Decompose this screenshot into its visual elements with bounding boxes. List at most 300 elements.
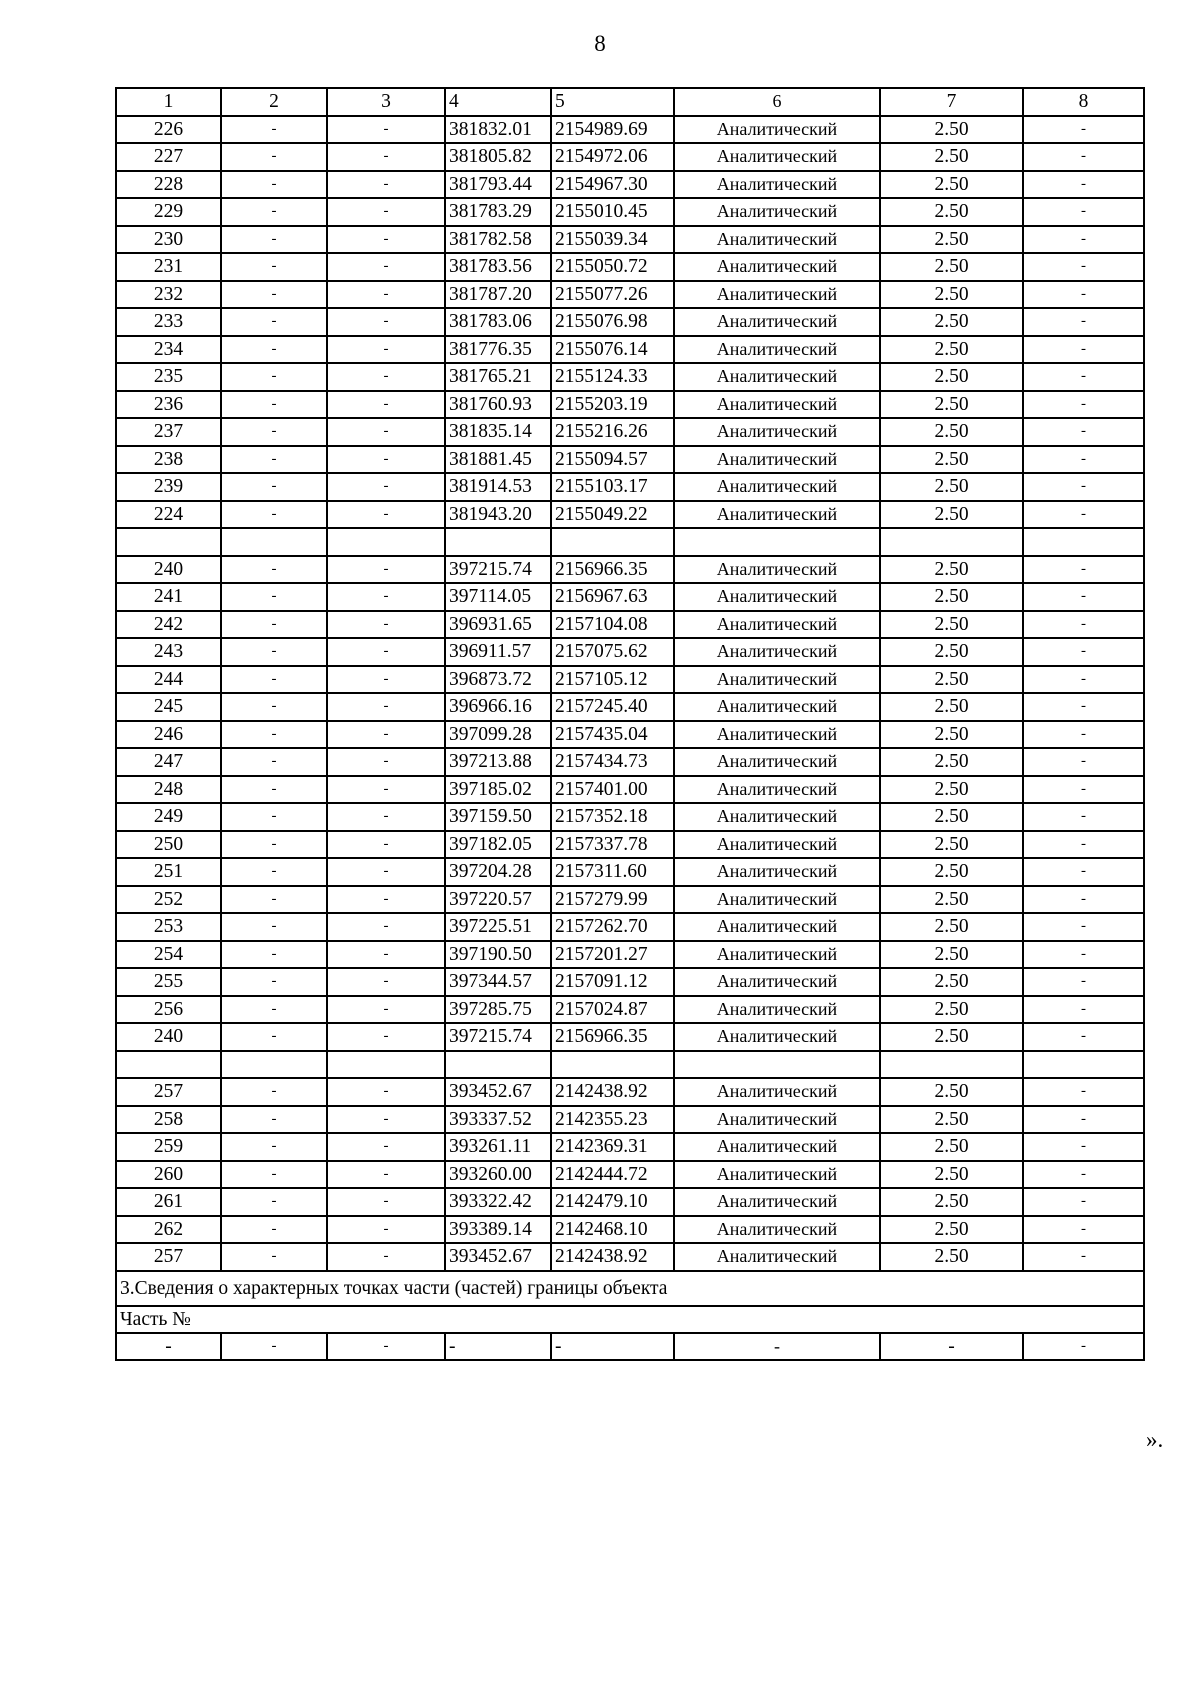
table-cell-col-1: 243	[116, 638, 221, 666]
table-row	[116, 143, 1144, 171]
table-cell-col-1: 231	[116, 253, 221, 281]
table-cell-col-4: 397190.50	[445, 941, 551, 969]
table-cell-col-5: 2155049.22	[551, 501, 674, 529]
table-cell-col-5: 2157434.73	[551, 748, 674, 776]
table-cell-col-8: -	[1023, 556, 1144, 584]
table-cell-col-8: -	[1023, 418, 1144, 446]
table-cell-col-2: -	[221, 253, 327, 281]
table-row	[116, 391, 1144, 419]
table-cell-col-6: Аналитический	[674, 363, 880, 391]
table-cell-col-1: 257	[116, 1078, 221, 1106]
table-cell-col-8: -	[1023, 363, 1144, 391]
table-cell-col-2: -	[221, 886, 327, 914]
table-cell-col-4: 396931.65	[445, 611, 551, 639]
table-cell-col-5: 2156966.35	[551, 1023, 674, 1051]
table-cell-col-1: 260	[116, 1161, 221, 1189]
table-cell-col-6: Аналитический	[674, 996, 880, 1024]
table-cell-col-4: 397215.74	[445, 556, 551, 584]
table-cell-col-2: -	[221, 363, 327, 391]
table-cell-col-5: 2157245.40	[551, 693, 674, 721]
table-body	[116, 88, 1144, 1360]
table-cell-col-1: 233	[116, 308, 221, 336]
table-cell-col-5: 2156966.35	[551, 556, 674, 584]
table-cell-col-3: -	[327, 913, 445, 941]
table-cell-col-1: 244	[116, 666, 221, 694]
table-cell-col-6: Аналитический	[674, 1078, 880, 1106]
table-cell-col-5: 2155094.57	[551, 446, 674, 474]
table-cell-col-4: 381832.01	[445, 116, 551, 144]
table-cell-col-1: 253	[116, 913, 221, 941]
table-cell-col-4: 381783.29	[445, 198, 551, 226]
table-cell-col-8: -	[1023, 253, 1144, 281]
table-cell-col-3: -	[327, 1188, 445, 1216]
table-cell-col-1: 241	[116, 583, 221, 611]
table-cell-col-5: 2157075.62	[551, 638, 674, 666]
coordinates-table	[115, 87, 1145, 1361]
table-cell-col-8: -	[1023, 446, 1144, 474]
table-cell-col-1: 252	[116, 886, 221, 914]
table-cell-col-7: 2.50	[880, 886, 1023, 914]
table-cell-col-5: 2157091.12	[551, 968, 674, 996]
table-cell-col-6: Аналитический	[674, 116, 880, 144]
table-row	[116, 803, 1144, 831]
table-cell-col-7: 7	[880, 88, 1023, 116]
table-cell-col-5: 2155124.33	[551, 363, 674, 391]
table-cell-col-3: -	[327, 253, 445, 281]
table-cell-col-7: 2.50	[880, 116, 1023, 144]
table-row	[116, 583, 1144, 611]
table-cell-col-2: -	[221, 473, 327, 501]
table-cell-col-6: Аналитический	[674, 666, 880, 694]
table-cell-col-3: -	[327, 611, 445, 639]
table-cell-col-7: 2.50	[880, 1243, 1023, 1271]
table-cell-col-7: 2.50	[880, 831, 1023, 859]
table-cell-col-5: 2142444.72	[551, 1161, 674, 1189]
table-cell-col-3: -	[327, 968, 445, 996]
table-row	[116, 226, 1144, 254]
table-cell-col-8: -	[1023, 1133, 1144, 1161]
table-cell-col-3: 3	[327, 88, 445, 116]
table-cell-col-2: -	[221, 693, 327, 721]
table-cell-col-8: -	[1023, 308, 1144, 336]
table-cell-col-7: 2.50	[880, 556, 1023, 584]
table-cell-col-6: Аналитический	[674, 1161, 880, 1189]
table-cell-col-5: 2157401.00	[551, 776, 674, 804]
table-cell-col-1: -	[116, 1333, 221, 1361]
table-cell-col-2	[221, 528, 327, 556]
table-cell-col-8: -	[1023, 886, 1144, 914]
table-cell-col-5: 2155076.14	[551, 336, 674, 364]
table-row	[116, 281, 1144, 309]
table-final-row	[116, 1333, 1144, 1361]
table-row	[116, 473, 1144, 501]
table-cell-col-1: 227	[116, 143, 221, 171]
table-cell-col-1: 240	[116, 1023, 221, 1051]
table-row	[116, 336, 1144, 364]
table-row	[116, 831, 1144, 859]
table-cell-col-6: Аналитический	[674, 968, 880, 996]
table-cell-col-5: 2155103.17	[551, 473, 674, 501]
table-cell-col-4: 397225.51	[445, 913, 551, 941]
table-cell-col-2: -	[221, 666, 327, 694]
table-cell-col-7: 2.50	[880, 748, 1023, 776]
table-cell-col-6: Аналитический	[674, 198, 880, 226]
table-cell-col-2: -	[221, 1161, 327, 1189]
table-cell-col-8: -	[1023, 1216, 1144, 1244]
table-cell-col-8: -	[1023, 226, 1144, 254]
table-cell-col-6: Аналитический	[674, 776, 880, 804]
table-cell-col-4: 397220.57	[445, 886, 551, 914]
table-cell-col-1: 247	[116, 748, 221, 776]
table-cell-col-6: Аналитический	[674, 611, 880, 639]
table-cell-col-4: 397213.88	[445, 748, 551, 776]
closing-quote: ».	[1146, 1427, 1164, 1452]
table-cell-col-3: -	[327, 418, 445, 446]
table-cell-col-4: 393261.11	[445, 1133, 551, 1161]
table-cell-col-7: 2.50	[880, 666, 1023, 694]
table-cell-col-3: -	[327, 308, 445, 336]
table-cell-col-6: Аналитический	[674, 748, 880, 776]
table-cell-col-6: Аналитический	[674, 1106, 880, 1134]
table-cell-col-8: -	[1023, 968, 1144, 996]
table-cell-col-6: Аналитический	[674, 583, 880, 611]
table-cell-col-4: -	[445, 1333, 551, 1361]
table-cell-col-2: -	[221, 583, 327, 611]
table-cell-col-7: 2.50	[880, 1188, 1023, 1216]
page-number: 8	[594, 31, 606, 56]
table-cell-col-3: -	[327, 1106, 445, 1134]
table-cell-col-2: -	[221, 996, 327, 1024]
table-cell-col-4: 381943.20	[445, 501, 551, 529]
part-label-row	[116, 1306, 1144, 1333]
table-cell-col-7: 2.50	[880, 693, 1023, 721]
table-cell-col-3	[327, 528, 445, 556]
table-cell-col-5: 2142438.92	[551, 1078, 674, 1106]
table-cell-col-6: Аналитический	[674, 1243, 880, 1271]
table-cell-col-1: 261	[116, 1188, 221, 1216]
table-row	[116, 1243, 1144, 1271]
table-cell-col-3: -	[327, 226, 445, 254]
table-cell-col-7: 2.50	[880, 968, 1023, 996]
table-cell-col-6: Аналитический	[674, 913, 880, 941]
table-row	[116, 1078, 1144, 1106]
table-cell-col-6: Аналитический	[674, 638, 880, 666]
table-row	[116, 418, 1144, 446]
table-cell-col-6: Аналитический	[674, 1216, 880, 1244]
table-spacer-row	[116, 1051, 1144, 1079]
table-cell-col-4: 397185.02	[445, 776, 551, 804]
table-cell-col-4: 393337.52	[445, 1106, 551, 1134]
table-cell-col-8: -	[1023, 281, 1144, 309]
table-cell-col-2: -	[221, 913, 327, 941]
table-cell-col-5: 5	[551, 88, 674, 116]
table-cell-col-8: -	[1023, 116, 1144, 144]
table-row	[116, 446, 1144, 474]
table-cell-col-6: Аналитический	[674, 473, 880, 501]
table-cell-col-7: 2.50	[880, 1106, 1023, 1134]
table-cell-col-2: -	[221, 446, 327, 474]
table-row	[116, 1161, 1144, 1189]
table-cell-col-4: 381787.20	[445, 281, 551, 309]
table-cell-col-8: -	[1023, 473, 1144, 501]
table-cell-col-2: -	[221, 968, 327, 996]
table-cell-col-7: 2.50	[880, 1216, 1023, 1244]
table-cell-col-8: -	[1023, 666, 1144, 694]
table-row	[116, 638, 1144, 666]
table-cell-col-8: -	[1023, 1106, 1144, 1134]
table-cell-col-4: 397114.05	[445, 583, 551, 611]
table-cell-col-7: 2.50	[880, 446, 1023, 474]
table-cell-col-2: -	[221, 1078, 327, 1106]
table-cell-col-2: -	[221, 501, 327, 529]
table-cell-col-5: 2155050.72	[551, 253, 674, 281]
table-cell-col-8: -	[1023, 1333, 1144, 1361]
table-cell-col-5: 2157311.60	[551, 858, 674, 886]
table-cell-col-8: 8	[1023, 88, 1144, 116]
table-cell-col-1: 232	[116, 281, 221, 309]
table-cell-col-3: -	[327, 666, 445, 694]
table-cell-col-6	[674, 1051, 880, 1079]
table-cell-col-8: -	[1023, 171, 1144, 199]
table-cell-col-1: 240	[116, 556, 221, 584]
table-cell-col-7: 2.50	[880, 941, 1023, 969]
section-title-row	[116, 1271, 1144, 1306]
table-cell-col-5: 2155010.45	[551, 198, 674, 226]
table-cell-col-1: 257	[116, 1243, 221, 1271]
table-cell-col-6: Аналитический	[674, 1023, 880, 1051]
table-cell-col-5: -	[551, 1333, 674, 1361]
table-row	[116, 556, 1144, 584]
table-cell-col-8: -	[1023, 198, 1144, 226]
table-cell-col-3: -	[327, 583, 445, 611]
table-row	[116, 721, 1144, 749]
table-cell-col-4	[445, 528, 551, 556]
table-cell-col-6: Аналитический	[674, 556, 880, 584]
table-cell-col-3: -	[327, 171, 445, 199]
table-cell-col-7: 2.50	[880, 583, 1023, 611]
table-cell-col-2: -	[221, 418, 327, 446]
table-cell-col-8: -	[1023, 1161, 1144, 1189]
table-cell-col-4: 381783.06	[445, 308, 551, 336]
table-cell-col-8: -	[1023, 1243, 1144, 1271]
table-cell-col-2: -	[221, 556, 327, 584]
table-cell-col-2: -	[221, 941, 327, 969]
table-cell-col-4: 397204.28	[445, 858, 551, 886]
table-cell-col-5: 2157435.04	[551, 721, 674, 749]
table-cell-col-7	[880, 1051, 1023, 1079]
table-cell-col-4: 393389.14	[445, 1216, 551, 1244]
table-cell-col-4: 397344.57	[445, 968, 551, 996]
table-cell-col-7: 2.50	[880, 226, 1023, 254]
table-row	[116, 1133, 1144, 1161]
table-row	[116, 693, 1144, 721]
table-row	[116, 308, 1144, 336]
table-cell-col-6: 6	[674, 88, 880, 116]
table-cell-col-8: -	[1023, 776, 1144, 804]
table-cell-col-2: -	[221, 308, 327, 336]
table-cell-col-7: 2.50	[880, 858, 1023, 886]
table-cell-col-2: -	[221, 1333, 327, 1361]
table-cell-col-1: 262	[116, 1216, 221, 1244]
table-cell-col-7: 2.50	[880, 996, 1023, 1024]
table-cell-col-1: 251	[116, 858, 221, 886]
table-cell-col-3: -	[327, 1161, 445, 1189]
table-row	[116, 748, 1144, 776]
table-cell-col-8: -	[1023, 143, 1144, 171]
table-cell-col-8: -	[1023, 336, 1144, 364]
table-cell-col-2: -	[221, 226, 327, 254]
table-cell-col-1: 235	[116, 363, 221, 391]
table-cell-col-7: 2.50	[880, 363, 1023, 391]
table-cell-col-3: -	[327, 1243, 445, 1271]
table-row	[116, 666, 1144, 694]
table-cell-col-8: -	[1023, 611, 1144, 639]
table-cell-col-8: -	[1023, 693, 1144, 721]
table-cell-col-2: -	[221, 116, 327, 144]
table-cell-col-8	[1023, 528, 1144, 556]
table-row	[116, 611, 1144, 639]
table-cell-col-1: 258	[116, 1106, 221, 1134]
table-cell-col-6: Аналитический	[674, 858, 880, 886]
table-cell-col-7: 2.50	[880, 638, 1023, 666]
table-cell-col-6: Аналитический	[674, 308, 880, 336]
table-cell-col-7: 2.50	[880, 1023, 1023, 1051]
table-spacer-row	[116, 528, 1144, 556]
table-cell-col-2: -	[221, 776, 327, 804]
table-cell-col-8	[1023, 1051, 1144, 1079]
table-cell-col-5: 2155203.19	[551, 391, 674, 419]
table-cell-col-4: 381835.14	[445, 418, 551, 446]
table-cell-col-8: -	[1023, 858, 1144, 886]
table-cell-col-5: 2154967.30	[551, 171, 674, 199]
table-cell-col-7: 2.50	[880, 171, 1023, 199]
table-cell-col-4: 397285.75	[445, 996, 551, 1024]
table-cell-col-6: Аналитический	[674, 253, 880, 281]
table-cell-col-2: -	[221, 391, 327, 419]
table-cell-col-1: 236	[116, 391, 221, 419]
table-cell-col-3: -	[327, 501, 445, 529]
table-cell-col-7: 2.50	[880, 776, 1023, 804]
table-cell-col-7: 2.50	[880, 281, 1023, 309]
table-cell-col-2: -	[221, 638, 327, 666]
table-row	[116, 253, 1144, 281]
table-cell-col-1	[116, 528, 221, 556]
table-cell-col-4: 381782.58	[445, 226, 551, 254]
table-row	[116, 1188, 1144, 1216]
table-row	[116, 171, 1144, 199]
table-cell-col-7: 2.50	[880, 721, 1023, 749]
table-row	[116, 116, 1144, 144]
table-cell-col-6: Аналитический	[674, 721, 880, 749]
table-row	[116, 1023, 1144, 1051]
table-cell-col-6: Аналитический	[674, 803, 880, 831]
table-cell-col-6: Аналитический	[674, 1188, 880, 1216]
table-cell-col-6: -	[674, 1333, 880, 1361]
section-title: 3.Сведения о характерных точках части (частей) границы объекта	[116, 1271, 1144, 1306]
table-cell-col-3: -	[327, 1023, 445, 1051]
table-cell-col-4: 4	[445, 88, 551, 116]
table-cell-col-7: 2.50	[880, 501, 1023, 529]
table-cell-col-6: Аналитический	[674, 886, 880, 914]
table-row	[116, 1216, 1144, 1244]
table-cell-col-3	[327, 1051, 445, 1079]
table-cell-col-8: -	[1023, 391, 1144, 419]
table-cell-col-6: Аналитический	[674, 226, 880, 254]
table-cell-col-8: -	[1023, 721, 1144, 749]
table-cell-col-1: 224	[116, 501, 221, 529]
table-cell-col-3: -	[327, 941, 445, 969]
table-cell-col-5: 2154989.69	[551, 116, 674, 144]
table-cell-col-2: -	[221, 721, 327, 749]
table-cell-col-7: 2.50	[880, 1161, 1023, 1189]
table-cell-col-7: 2.50	[880, 198, 1023, 226]
table-cell-col-2: 2	[221, 88, 327, 116]
table-row	[116, 941, 1144, 969]
table-cell-col-1: 234	[116, 336, 221, 364]
table-cell-col-6: Аналитический	[674, 941, 880, 969]
part-label: Часть №	[116, 1306, 1144, 1333]
table-cell-col-5: 2142479.10	[551, 1188, 674, 1216]
table-cell-col-6: Аналитический	[674, 501, 880, 529]
table-cell-col-5: 2142468.10	[551, 1216, 674, 1244]
table-cell-col-3: -	[327, 1216, 445, 1244]
table-cell-col-6: Аналитический	[674, 171, 880, 199]
table-cell-col-3: -	[327, 638, 445, 666]
table-cell-col-7: 2.50	[880, 803, 1023, 831]
table-cell-col-4: 396966.16	[445, 693, 551, 721]
table-cell-col-7: 2.50	[880, 336, 1023, 364]
table-cell-col-3: -	[327, 1333, 445, 1361]
table-row	[116, 363, 1144, 391]
table-cell-col-3: -	[327, 1133, 445, 1161]
table-cell-col-2: -	[221, 1216, 327, 1244]
table-cell-col-5	[551, 528, 674, 556]
table-cell-col-6: Аналитический	[674, 831, 880, 859]
table-cell-col-2: -	[221, 171, 327, 199]
table-cell-col-3: -	[327, 831, 445, 859]
table-row	[116, 776, 1144, 804]
table-cell-col-4: 396873.72	[445, 666, 551, 694]
table-cell-col-4: 381914.53	[445, 473, 551, 501]
table-cell-col-3: -	[327, 446, 445, 474]
table-cell-col-4: 381783.56	[445, 253, 551, 281]
table-cell-col-4: 397099.28	[445, 721, 551, 749]
table-cell-col-1: 230	[116, 226, 221, 254]
table-cell-col-1: 238	[116, 446, 221, 474]
table-cell-col-3: -	[327, 143, 445, 171]
table-cell-col-3: -	[327, 886, 445, 914]
table-cell-col-2: -	[221, 336, 327, 364]
table-cell-col-1: 226	[116, 116, 221, 144]
table-cell-col-6: Аналитический	[674, 391, 880, 419]
table-cell-col-5: 2155076.98	[551, 308, 674, 336]
table-cell-col-5: 2154972.06	[551, 143, 674, 171]
table-cell-col-8: -	[1023, 1023, 1144, 1051]
table-cell-col-7: 2.50	[880, 1078, 1023, 1106]
table-cell-col-4: 397182.05	[445, 831, 551, 859]
table-cell-col-5: 2155216.26	[551, 418, 674, 446]
table-cell-col-5: 2157104.08	[551, 611, 674, 639]
table-cell-col-2: -	[221, 1133, 327, 1161]
table-cell-col-2: -	[221, 748, 327, 776]
table-cell-col-5	[551, 1051, 674, 1079]
table-cell-col-7	[880, 528, 1023, 556]
table-header-row	[116, 88, 1144, 116]
table-cell-col-6: Аналитический	[674, 693, 880, 721]
table-cell-col-3: -	[327, 693, 445, 721]
table-cell-col-5: 2155039.34	[551, 226, 674, 254]
table-cell-col-3: -	[327, 281, 445, 309]
